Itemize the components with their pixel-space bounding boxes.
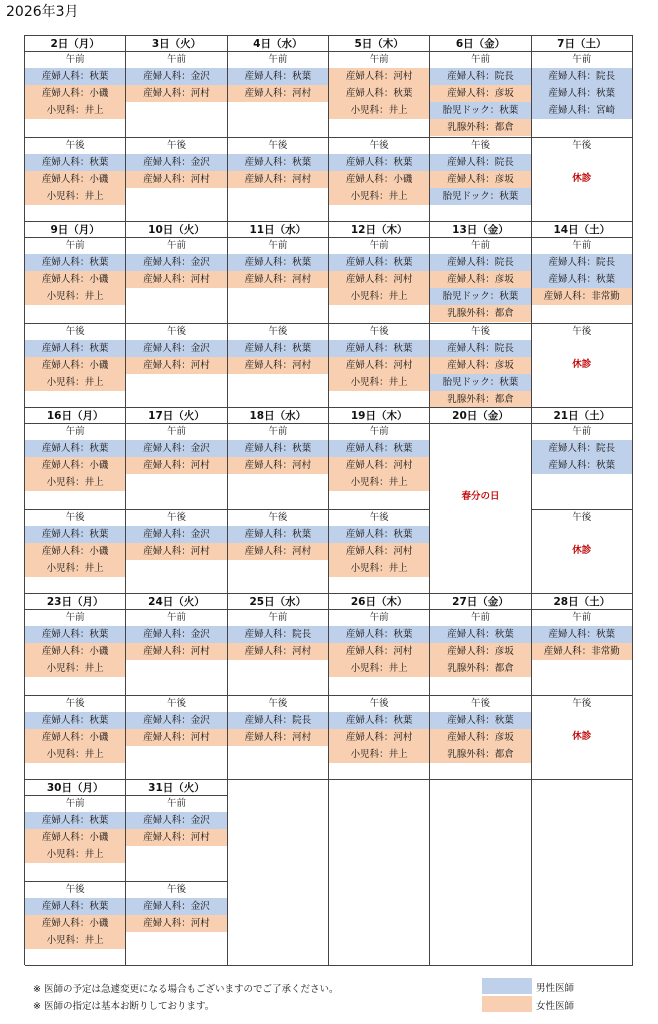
doctor-entry: 産婦人科：河村: [126, 85, 226, 102]
am-session: [532, 424, 632, 509]
day-cell: [126, 780, 227, 965]
am-label: 午前: [572, 612, 592, 623]
am-session: [126, 52, 226, 137]
day-cell: [228, 36, 329, 221]
doctor-entry: 産婦人科：金沢: [126, 898, 226, 915]
doctor-entry: 産婦人科：金沢: [126, 526, 226, 543]
doctor-entry: 産婦人科：院長: [532, 440, 632, 457]
day-header: 3日（火）: [126, 36, 226, 52]
day-header: 20日（金）: [430, 408, 530, 424]
day-cell: [228, 594, 329, 779]
pm-session: [126, 509, 226, 560]
day-header: 27日（金）: [430, 594, 530, 610]
day-cell: [126, 594, 227, 779]
page-title: 2026年3月: [6, 4, 79, 20]
doctor-entry: 産婦人科：秋葉: [532, 626, 632, 643]
doctor-entry: 産婦人科：河村: [329, 643, 429, 660]
day-cell: [430, 36, 531, 221]
am-session: [329, 52, 429, 137]
am-session: [329, 238, 429, 323]
day-header: 11日（水）: [228, 222, 328, 238]
pm-label: 午後: [369, 326, 389, 337]
day-header: 9日（月）: [25, 222, 125, 238]
pm-label: 午後: [369, 512, 389, 523]
am-session: [25, 610, 125, 695]
pm-session: [532, 695, 632, 742]
day-cell: [126, 36, 227, 221]
doctor-entry: 産婦人科：河村: [126, 171, 226, 188]
am-session: [228, 610, 328, 695]
doctor-entry: 産婦人科：秋葉: [25, 340, 125, 357]
doctor-entry: 乳腺外科：都倉: [430, 746, 530, 763]
doctor-entry: 産婦人科：金沢: [126, 68, 226, 85]
day-cell: [126, 408, 227, 593]
closed-label: 休診: [572, 173, 592, 184]
day-cell: [25, 780, 126, 965]
day-cell: [25, 408, 126, 593]
day-cell: [532, 594, 633, 779]
doctor-entry: 乳腺外科：都倉: [430, 660, 530, 677]
doctor-entry: 胎児ドック：秋葉: [430, 188, 530, 205]
doctor-entry: 産婦人科：秋葉: [329, 85, 429, 102]
pm-label: 午後: [65, 512, 85, 523]
pm-label: 午後: [572, 326, 592, 337]
pm-session: [430, 695, 530, 763]
doctor-entry: 産婦人科：院長: [228, 626, 328, 643]
doctor-entry: 産婦人科：河村: [228, 171, 328, 188]
doctor-entry: 産婦人科：院長: [532, 254, 632, 271]
note-1: ※ 医師の予定は急遽変更になる場合もございますのでご了承ください。: [33, 984, 339, 995]
pm-label: 午後: [65, 698, 85, 709]
doctor-entry: 小児科：井上: [25, 660, 125, 677]
doctor-entry: 産婦人科：秋葉: [228, 154, 328, 171]
am-session: [25, 796, 125, 881]
am-label: 午前: [268, 54, 288, 65]
am-label: 午前: [268, 240, 288, 251]
week-row: [25, 408, 633, 594]
doctor-entry: 産婦人科：宮崎: [532, 102, 632, 119]
pm-label: 午後: [268, 698, 288, 709]
pm-label: 午後: [166, 698, 186, 709]
day-cell: [329, 780, 430, 965]
doctor-entry: 産婦人科：秋葉: [228, 526, 328, 543]
pm-session: [329, 323, 429, 391]
doctor-entry: 産婦人科：河村: [329, 457, 429, 474]
pm-label: 午後: [166, 884, 186, 895]
day-cell: [126, 222, 227, 407]
doctor-entry: 産婦人科：河村: [126, 543, 226, 560]
doctor-entry: 産婦人科：金沢: [126, 712, 226, 729]
am-label: 午前: [65, 240, 85, 251]
doctor-entry: 産婦人科：河村: [228, 729, 328, 746]
pm-session: [25, 881, 125, 949]
am-label: 午前: [166, 612, 186, 623]
doctor-entry: 産婦人科：彦坂: [430, 729, 530, 746]
pm-label: 午後: [369, 140, 389, 151]
doctor-entry: 小児科：井上: [329, 374, 429, 391]
doctor-entry: 産婦人科：小磯: [329, 171, 429, 188]
doctor-entry: 産婦人科：河村: [228, 85, 328, 102]
week-row: [25, 594, 633, 780]
schedule-grid: [24, 35, 633, 965]
day-cell: [532, 408, 633, 593]
day-header: 24日（火）: [126, 594, 226, 610]
pm-label: 午後: [166, 326, 186, 337]
doctor-entry: 産婦人科：小磯: [25, 271, 125, 288]
day-header: 19日（木）: [329, 408, 429, 424]
doctor-entry: 小児科：井上: [329, 560, 429, 577]
doctor-entry: 乳腺外科：都倉: [430, 305, 530, 322]
day-header: 4日（水）: [228, 36, 328, 52]
day-cell: [329, 594, 430, 779]
note-2: ※ 医師の指定は基本お断りしております。: [33, 1001, 215, 1012]
doctor-entry: 産婦人科：院長: [430, 154, 530, 171]
doctor-entry: 産婦人科：彦坂: [430, 85, 530, 102]
doctor-entry: 乳腺外科：都倉: [430, 119, 530, 136]
doctor-entry: 産婦人科：秋葉: [430, 626, 530, 643]
doctor-entry: 小児科：井上: [25, 102, 125, 119]
doctor-entry: 産婦人科：河村: [329, 729, 429, 746]
am-session: [430, 238, 530, 323]
doctor-entry: 産婦人科：河村: [126, 643, 226, 660]
doctor-entry: 小児科：井上: [25, 188, 125, 205]
doctor-entry: 産婦人科：秋葉: [532, 85, 632, 102]
doctor-entry: 産婦人科：院長: [430, 340, 530, 357]
doctor-entry: 小児科：井上: [329, 746, 429, 763]
day-cell: [430, 222, 531, 407]
doctor-entry: 産婦人科：秋葉: [228, 254, 328, 271]
day-cell: [329, 222, 430, 407]
pm-session: [126, 137, 226, 188]
doctor-entry: 産婦人科：小磯: [25, 729, 125, 746]
doctor-entry: 小児科：井上: [25, 746, 125, 763]
doctor-entry: 小児科：井上: [329, 188, 429, 205]
day-cell: [329, 36, 430, 221]
pm-session: [532, 323, 632, 370]
doctor-entry: 産婦人科：小磯: [25, 643, 125, 660]
day-header: 6日（金）: [430, 36, 530, 52]
legend-female-swatch: [482, 996, 532, 1012]
am-label: 午前: [166, 240, 186, 251]
day-header: 7日（土）: [532, 36, 632, 52]
doctor-entry: 産婦人科：非常勤: [532, 288, 632, 305]
doctor-entry: 産婦人科：金沢: [126, 340, 226, 357]
doctor-entry: 産婦人科：秋葉: [25, 154, 125, 171]
pm-label: 午後: [65, 140, 85, 151]
am-session: [25, 424, 125, 509]
doctor-entry: 産婦人科：彦坂: [430, 357, 530, 374]
pm-session: [329, 137, 429, 205]
day-header: 18日（水）: [228, 408, 328, 424]
am-label: 午前: [268, 426, 288, 437]
doctor-entry: 産婦人科：河村: [329, 357, 429, 374]
doctor-entry: 産婦人科：彦坂: [430, 643, 530, 660]
doctor-entry: 産婦人科：河村: [228, 357, 328, 374]
closed-label: 休診: [572, 545, 592, 556]
am-label: 午前: [166, 426, 186, 437]
am-session: [430, 52, 530, 137]
doctor-entry: 産婦人科：秋葉: [25, 626, 125, 643]
day-header: 31日（火）: [126, 780, 226, 796]
doctor-entry: 産婦人科：小磯: [25, 457, 125, 474]
doctor-entry: 産婦人科：秋葉: [329, 340, 429, 357]
doctor-entry: 産婦人科：秋葉: [329, 254, 429, 271]
am-session: [126, 238, 226, 323]
pm-label: 午後: [268, 512, 288, 523]
pm-session: [430, 323, 530, 407]
doctor-entry: 乳腺外科：都倉: [430, 391, 530, 407]
pm-label: 午後: [268, 326, 288, 337]
doctor-entry: 小児科：井上: [329, 660, 429, 677]
doctor-entry: 産婦人科：小磯: [25, 171, 125, 188]
pm-session: [532, 137, 632, 184]
day-header: 17日（火）: [126, 408, 226, 424]
pm-session: [532, 509, 632, 556]
pm-session: [228, 695, 328, 746]
am-session: [25, 238, 125, 323]
am-session: [25, 52, 125, 137]
doctor-entry: 産婦人科：彦坂: [430, 171, 530, 188]
doctor-entry: 産婦人科：金沢: [126, 254, 226, 271]
day-cell: [532, 36, 633, 221]
day-header: 12日（木）: [329, 222, 429, 238]
pm-label: 午後: [470, 698, 490, 709]
pm-label: 午後: [65, 884, 85, 895]
legend-male-label: 男性医師: [536, 983, 575, 994]
pm-session: [25, 323, 125, 391]
doctor-entry: 小児科：井上: [25, 288, 125, 305]
day-header: 21日（土）: [532, 408, 632, 424]
doctor-entry: 産婦人科：河村: [126, 357, 226, 374]
closed-label: 休診: [572, 359, 592, 370]
doctor-entry: 小児科：井上: [25, 474, 125, 491]
pm-session: [430, 137, 530, 205]
doctor-entry: 産婦人科：秋葉: [329, 440, 429, 457]
am-session: [126, 796, 226, 881]
doctor-entry: 産婦人科：非常勤: [532, 643, 632, 660]
doctor-entry: 小児科：井上: [329, 474, 429, 491]
doctor-entry: 小児科：井上: [329, 288, 429, 305]
day-header: 16日（月）: [25, 408, 125, 424]
doctor-entry: 産婦人科：院長: [532, 68, 632, 85]
pm-session: [329, 509, 429, 577]
doctor-entry: 産婦人科：河村: [228, 543, 328, 560]
doctor-entry: 小児科：井上: [25, 560, 125, 577]
day-cell: [228, 408, 329, 593]
doctor-entry: 産婦人科：院長: [228, 712, 328, 729]
day-header: 30日（月）: [25, 780, 125, 796]
doctor-entry: 産婦人科：秋葉: [329, 626, 429, 643]
am-label: 午前: [268, 612, 288, 623]
pm-label: 午後: [166, 512, 186, 523]
doctor-entry: 産婦人科：秋葉: [25, 68, 125, 85]
am-label: 午前: [65, 798, 85, 809]
doctor-entry: 産婦人科：院長: [430, 254, 530, 271]
am-label: 午前: [65, 426, 85, 437]
am-label: 午前: [369, 54, 389, 65]
doctor-entry: 小児科：井上: [329, 102, 429, 119]
holiday-label: 春分の日: [461, 491, 500, 502]
pm-session: [126, 323, 226, 374]
day-cell: [430, 594, 531, 779]
am-session: [228, 52, 328, 137]
day-cell: [25, 36, 126, 221]
day-header: 14日（土）: [532, 222, 632, 238]
am-label: 午前: [470, 54, 490, 65]
doctor-entry: 産婦人科：秋葉: [25, 898, 125, 915]
day-cell: [25, 222, 126, 407]
week-row: [25, 36, 633, 222]
pm-label: 午後: [572, 512, 592, 523]
doctor-entry: 胎児ドック：秋葉: [430, 102, 530, 119]
doctor-entry: 産婦人科：院長: [430, 68, 530, 85]
doctor-entry: 産婦人科：彦坂: [430, 271, 530, 288]
doctor-entry: 産婦人科：河村: [329, 271, 429, 288]
week-row: [25, 222, 633, 408]
doctor-entry: 産婦人科：河村: [126, 915, 226, 932]
doctor-entry: 産婦人科：金沢: [126, 154, 226, 171]
am-session: [532, 52, 632, 137]
pm-session: [228, 509, 328, 560]
doctor-entry: 産婦人科：秋葉: [25, 254, 125, 271]
pm-session: [126, 695, 226, 746]
day-cell: [329, 408, 430, 593]
am-label: 午前: [166, 798, 186, 809]
am-label: 午前: [369, 612, 389, 623]
am-label: 午前: [369, 240, 389, 251]
doctor-entry: 産婦人科：河村: [126, 829, 226, 846]
doctor-entry: 産婦人科：河村: [228, 457, 328, 474]
day-header: 26日（木）: [329, 594, 429, 610]
day-header: 5日（木）: [329, 36, 429, 52]
doctor-entry: 産婦人科：金沢: [126, 440, 226, 457]
pm-label: 午後: [470, 326, 490, 337]
doctor-entry: 産婦人科：秋葉: [228, 440, 328, 457]
day-header: 13日（金）: [430, 222, 530, 238]
doctor-entry: 産婦人科：秋葉: [25, 440, 125, 457]
day-header: 28日（土）: [532, 594, 632, 610]
day-cell: [228, 222, 329, 407]
am-label: 午前: [65, 612, 85, 623]
doctor-entry: 産婦人科：小磯: [25, 543, 125, 560]
week-row: [25, 780, 633, 966]
doctor-entry: 産婦人科：金沢: [126, 812, 226, 829]
doctor-entry: 胎児ドック：秋葉: [430, 288, 530, 305]
am-session: [126, 610, 226, 695]
am-session: [532, 610, 632, 695]
pm-label: 午後: [369, 698, 389, 709]
doctor-entry: 産婦人科：金沢: [126, 626, 226, 643]
am-label: 午前: [369, 426, 389, 437]
day-cell: [430, 780, 531, 965]
doctor-entry: 産婦人科：秋葉: [25, 526, 125, 543]
day-header: 10日（火）: [126, 222, 226, 238]
pm-session: [228, 323, 328, 374]
pm-label: 午後: [470, 140, 490, 151]
day-cell: [228, 780, 329, 965]
am-label: 午前: [572, 54, 592, 65]
doctor-entry: 産婦人科：河村: [228, 271, 328, 288]
am-session: [228, 424, 328, 509]
day-header: 23日（月）: [25, 594, 125, 610]
doctor-entry: 産婦人科：秋葉: [532, 457, 632, 474]
doctor-entry: 胎児ドック：秋葉: [430, 374, 530, 391]
doctor-entry: 産婦人科：河村: [329, 68, 429, 85]
doctor-entry: 産婦人科：秋葉: [430, 712, 530, 729]
am-session: [228, 238, 328, 323]
am-session: [532, 238, 632, 323]
day-cell: [430, 408, 531, 593]
am-session: [329, 424, 429, 509]
am-label: 午前: [572, 240, 592, 251]
doctor-entry: 産婦人科：河村: [228, 643, 328, 660]
doctor-entry: 産婦人科：河村: [126, 729, 226, 746]
closed-label: 休診: [572, 731, 592, 742]
doctor-entry: 産婦人科：秋葉: [228, 340, 328, 357]
doctor-entry: 産婦人科：河村: [126, 457, 226, 474]
day-header: 25日（水）: [228, 594, 328, 610]
pm-session: [228, 137, 328, 188]
pm-session: [25, 695, 125, 763]
am-label: 午前: [470, 612, 490, 623]
am-label: 午前: [572, 426, 592, 437]
doctor-entry: 産婦人科：秋葉: [329, 712, 429, 729]
doctor-entry: 小児科：井上: [25, 846, 125, 863]
pm-session: [25, 509, 125, 577]
day-cell: [25, 594, 126, 779]
am-label: 午前: [470, 240, 490, 251]
pm-label: 午後: [572, 140, 592, 151]
doctor-entry: 産婦人科：秋葉: [329, 526, 429, 543]
doctor-entry: 産婦人科：秋葉: [329, 154, 429, 171]
am-label: 午前: [166, 54, 186, 65]
am-label: 午前: [65, 54, 85, 65]
doctor-entry: 小児科：井上: [25, 374, 125, 391]
doctor-entry: 産婦人科：小磯: [25, 85, 125, 102]
doctor-entry: 産婦人科：河村: [329, 543, 429, 560]
doctor-entry: 産婦人科：秋葉: [25, 712, 125, 729]
pm-session: [25, 137, 125, 205]
pm-label: 午後: [166, 140, 186, 151]
pm-label: 午後: [268, 140, 288, 151]
pm-session: [126, 881, 226, 932]
am-session: [126, 424, 226, 509]
pm-label: 午後: [65, 326, 85, 337]
pm-label: 午後: [572, 698, 592, 709]
legend-male-swatch: [482, 978, 532, 994]
doctor-entry: 産婦人科：秋葉: [25, 812, 125, 829]
day-header: 2日（月）: [25, 36, 125, 52]
pm-session: [329, 695, 429, 763]
day-cell: [532, 780, 633, 965]
doctor-entry: 産婦人科：小磯: [25, 357, 125, 374]
am-session: [329, 610, 429, 695]
doctor-entry: 産婦人科：小磯: [25, 829, 125, 846]
day-cell: [532, 222, 633, 407]
doctor-entry: 産婦人科：秋葉: [228, 68, 328, 85]
doctor-entry: 産婦人科：小磯: [25, 915, 125, 932]
am-session: [430, 610, 530, 695]
legend-female-label: 女性医師: [536, 1001, 575, 1012]
doctor-entry: 小児科：井上: [25, 932, 125, 949]
doctor-entry: 産婦人科：秋葉: [532, 271, 632, 288]
doctor-entry: 産婦人科：河村: [126, 271, 226, 288]
